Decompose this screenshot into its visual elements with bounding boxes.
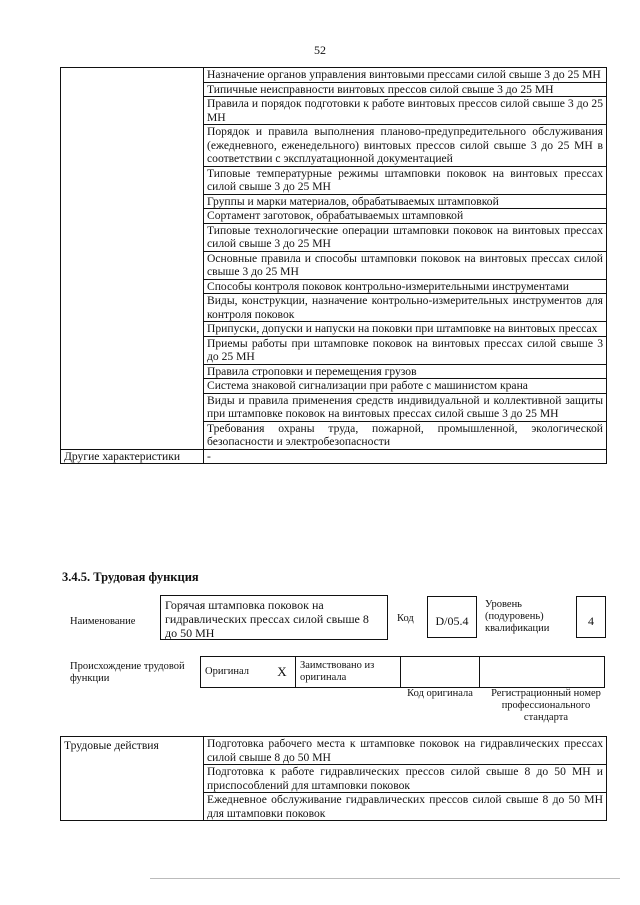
knowledge-item: Порядок и правила выполнения планово-предупредительного обслуживания (ежедневного, еженедельного) винтовых прессов силой свыше 3 до 25 МН в соответствии с эксплуатационной документацией [204,125,607,167]
knowledge-item: Типичные неисправности винтовых прессов силой свыше 3 до 25 МН [204,82,607,97]
knowledge-item: Правила и порядок подготовки к работе винтовых прессов силой свыше 3 до 25 МН [204,97,607,125]
knowledge-table [60,67,607,464]
section-heading: 3.4.5. Трудовая функция [62,570,199,584]
knowledge-item: Правила строповки и перемещения грузов [204,364,607,379]
knowledge-item: Виды и правила применения средств индивидуальной и коллективной защиты при штамповке поковок на винтовых прессах силой свыше 3 до 25 МН [204,393,607,421]
function-code: D/05.4 [427,596,477,638]
knowledge-left-cell [61,68,204,450]
actions-table [60,736,607,821]
origin-code-cell [401,657,480,688]
action-item: Подготовка рабочего места к штамповке поковок на гидравлических прессах силой свыше 8 до 50 МН [204,737,607,765]
reg-caption: Регистрационный номер профессионального стандарта [491,688,601,723]
qualification-level-label: Уровень (подуровень) квалификации [485,599,550,634]
action-item: Ежедневное обслуживание гидравлических прессов силой свыше 8 до 50 МН для штамповки поковок [204,793,607,821]
other-characteristics-value: - [204,449,607,464]
knowledge-item: Сортамент заготовок, обрабатываемых штамповкой [204,209,607,224]
origin-table [200,656,605,688]
knowledge-item: Основные правила и способы штамповки поковок на винтовых прессах силой свыше 3 до 25 МН [204,251,607,279]
knowledge-item: Способы контроля поковок контрольно-измерительными инструментами [204,279,607,294]
function-name: Горячая штамповка поковок на гидравлических прессах силой свыше 8 до 50 МН [160,595,388,640]
page-number: 52 [314,43,326,57]
code-label: Код [397,613,414,624]
qualification-level: 4 [576,596,606,638]
knowledge-item: Назначение органов управления винтовыми прессами силой свыше 3 до 25 МН [204,68,607,83]
knowledge-item: Припуски, допуски и напуски на поковки при штамповке на винтовых прессах [204,322,607,337]
bottom-rule [150,878,620,879]
actions-label: Трудовые действия [61,737,204,821]
knowledge-item: Виды, конструкции, назначение контрольно-измерительных инструментов для контроля поковок [204,294,607,322]
knowledge-item: Типовые температурные режимы штамповки поковок на винтовых прессах силой свыше 3 до 25 МН [204,166,607,194]
other-characteristics-label: Другие характеристики [61,449,204,464]
origin-borrowed: Заимствовано из оригинала [296,657,401,688]
knowledge-item: Система знаковой сигнализации при работе с машинистом крана [204,379,607,394]
knowledge-item: Типовые технологические операции штамповки поковок на винтовых прессах силой свыше 3 до 25 МН [204,223,607,251]
code-caption: Код оригинала [407,688,473,699]
knowledge-item: Группы и марки материалов, обрабатываемых штамповкой [204,194,607,209]
knowledge-item: Требования охраны труда, пожарной, промышленной, экологической безопасности и электробезопасности [204,421,607,449]
action-item: Подготовка к работе гидравлических прессов силой свыше 8 до 50 МН и приспособлений для штамповки поковок [204,765,607,793]
origin-label: Происхождение трудовой функции [70,661,185,684]
origin-mark: X [269,657,296,688]
origin-reg-cell [480,657,605,688]
origin-original: Оригинал [201,657,270,688]
function-name-label: Наименование [70,616,136,627]
knowledge-item: Приемы работы при штамповке поковок на винтовых прессах силой свыше 3 до 25 МН [204,336,607,364]
